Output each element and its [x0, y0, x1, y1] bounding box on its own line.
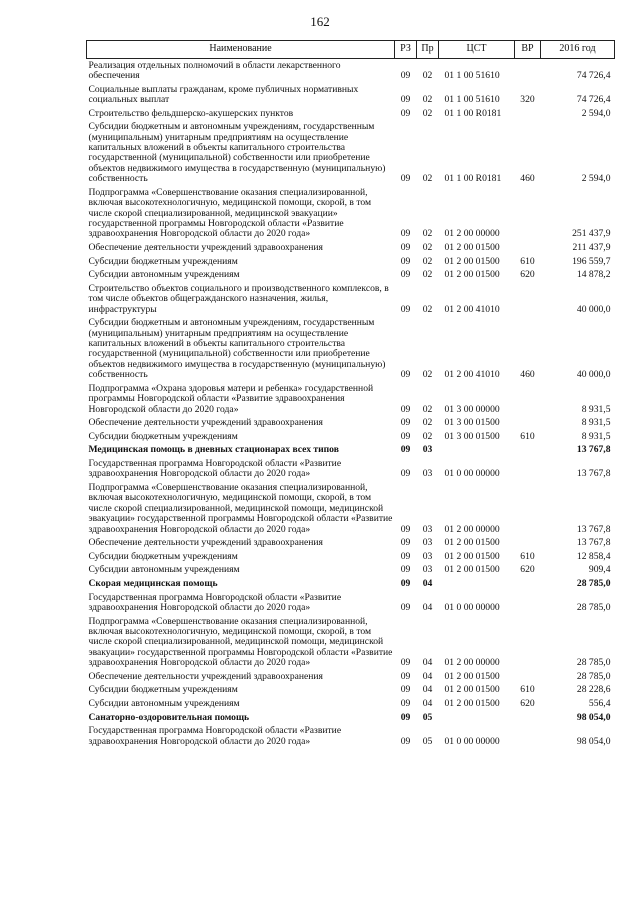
row-sum: 13 767,8 [576, 523, 611, 535]
row-sum: 40 000,0 [576, 369, 611, 381]
row-vr [515, 382, 541, 416]
row-rz: 09 [400, 303, 411, 315]
row-cst [439, 711, 515, 725]
table-row [87, 430, 615, 444]
row-name: Государственная программа Новгородской области «Развитие здравоохранения Новгородской области до 2020 года» [88, 591, 342, 614]
row-sum: 2 594,0 [581, 173, 611, 185]
row-cst: 01 2 00 01500 [444, 698, 500, 710]
row-name: Скорая медицинская помощь [88, 578, 218, 590]
row-name: Субсидии бюджетным учреждениям [88, 550, 238, 562]
row-pr: 04 [422, 602, 433, 614]
row-rz: 09 [400, 711, 411, 723]
section-row [87, 711, 615, 725]
row-vr: 620 [520, 564, 535, 576]
row-rz: 09 [400, 107, 411, 119]
row-sum: 13 767,8 [576, 468, 611, 480]
row-rz: 09 [400, 550, 411, 562]
header-cst: ЦСТ [439, 41, 515, 59]
row-cst: 01 3 00 00000 [444, 403, 500, 415]
table-row [87, 121, 615, 187]
row-vr [515, 577, 541, 591]
table-row [87, 107, 615, 121]
row-rz: 09 [400, 444, 411, 456]
row-vr: 460 [520, 369, 535, 381]
table-row [87, 186, 615, 241]
row-cst: 01 0 00 00000 [444, 735, 500, 747]
table-header [87, 41, 615, 59]
row-vr: 610 [520, 255, 535, 267]
page-number: 162 [310, 14, 330, 29]
row-rz: 09 [400, 70, 411, 81]
row-vr [515, 457, 541, 481]
row-pr: 04 [422, 657, 433, 669]
row-pr: 02 [422, 255, 433, 267]
table-row [87, 382, 615, 416]
header-vr: ВР [515, 41, 541, 59]
row-name: Подпрограмма «Совершенствование оказания специализированной, включая высокотехнологичную, медицинской помощи, скорой, в том числе скорой специализированной, медицинской помощи, медицинской эвакуации» государственной программы Новгородской области «Развитие здравоохранения Новгородской области до 2020 года» [88, 615, 393, 669]
row-rz: 09 [400, 403, 411, 415]
row-pr: 02 [422, 107, 433, 119]
row-cst: 01 2 00 41010 [444, 369, 500, 381]
row-rz: 09 [400, 468, 411, 480]
row-sum: 556,4 [588, 698, 611, 710]
row-cst: 01 3 00 01500 [444, 417, 500, 429]
row-vr: 320 [520, 94, 535, 105]
row-cst: 01 2 00 01500 [444, 537, 500, 549]
row-name: Подпрограмма «Охрана здоровья матери и ребенка» государственной программы Новгородской области «Развитие здравоохранения Новгородской области до 2020 года» [88, 382, 374, 415]
row-cst: 01 0 00 00000 [444, 602, 500, 614]
row-pr: 03 [422, 444, 433, 456]
row-pr: 02 [422, 369, 433, 381]
row-sum: 251 437,9 [572, 228, 611, 240]
row-vr [515, 241, 541, 255]
row-name: Реализация отдельных полномочий в области лекарственного обеспечения [88, 59, 341, 81]
table-row [87, 83, 615, 107]
row-vr [515, 615, 541, 670]
row-vr [515, 282, 541, 316]
row-name: Подпрограмма «Совершенствование оказания специализированной, включая высокотехнологичную, медицинской помощи, скорой, в том числе скорой специализированной, медицинской эвакуации» государственной программы Новгородской области «Развитие здравоохранения Новгородской области до 2020 года» [88, 186, 372, 240]
header-pr: Пр [417, 41, 439, 59]
table-row [87, 417, 615, 431]
row-pr: 03 [422, 564, 433, 576]
row-vr [515, 711, 541, 725]
row-pr: 02 [422, 303, 433, 315]
row-cst: 01 2 00 01500 [444, 670, 500, 682]
row-name: Строительство фельдшерско-акушерских пунктов [88, 107, 294, 119]
row-sum: 74 726,4 [576, 94, 611, 105]
row-sum: 909,4 [588, 564, 611, 576]
row-name: Государственная программа Новгородской области «Развитие здравоохранения Новгородской области до 2020 года» [88, 458, 342, 480]
row-sum: 13 767,8 [576, 537, 611, 549]
row-pr: 02 [422, 269, 433, 281]
row-sum: 12 858,4 [576, 550, 611, 562]
row-name: Санаторно-оздоровительная помощь [88, 711, 250, 723]
header-name: Наименование [87, 41, 395, 59]
section-row [87, 577, 615, 591]
row-name: Субсидии бюджетным учреждениям [88, 255, 238, 267]
row-name: Субсидии автономным учреждениям [88, 698, 240, 710]
row-vr [515, 725, 541, 749]
row-pr: 03 [422, 537, 433, 549]
header-rz: РЗ [395, 41, 417, 59]
table-row [87, 269, 615, 283]
row-sum: 8 931,5 [581, 430, 611, 442]
table-row [87, 481, 615, 536]
row-sum: 13 767,8 [576, 444, 611, 456]
row-name: Государственная программа Новгородской области «Развитие здравоохранения Новгородской области до 2020 года» [88, 725, 342, 747]
row-cst [439, 577, 515, 591]
row-vr [515, 186, 541, 241]
row-rz: 09 [400, 698, 411, 710]
row-rz: 09 [400, 173, 411, 185]
row-cst: 01 3 00 01500 [444, 430, 500, 442]
row-cst: 01 0 00 00000 [444, 468, 500, 480]
row-sum: 8 931,5 [581, 417, 611, 429]
row-pr: 04 [422, 684, 433, 696]
table-row [87, 697, 615, 711]
row-pr: 02 [422, 403, 433, 415]
row-vr: 460 [520, 173, 535, 185]
row-cst [439, 444, 515, 458]
row-vr [515, 670, 541, 684]
row-rz: 09 [400, 228, 411, 240]
row-rz: 09 [400, 564, 411, 576]
table-row [87, 670, 615, 684]
row-rz: 09 [400, 242, 411, 254]
row-name: Субсидии бюджетным учреждениям [88, 684, 238, 696]
row-sum: 40 000,0 [576, 303, 611, 315]
table-row [87, 537, 615, 551]
row-sum: 211 437,9 [572, 242, 611, 254]
row-sum: 28 228,6 [576, 684, 611, 696]
row-pr: 03 [422, 468, 433, 480]
row-cst: 01 2 00 00000 [444, 523, 500, 535]
table-row [87, 591, 615, 615]
row-vr [515, 537, 541, 551]
row-name: Субсидии бюджетным и автономным учреждениям, государственным (муниципальным) унитарным предприятиям на осуществление капитальных вложений в объекты капитального строительства государственной (муниципальной) собственности или приобретение объектов недвижимого имущества в государственную (муниципальную) собственность [88, 121, 386, 185]
row-rz: 09 [400, 523, 411, 535]
table-row [87, 550, 615, 564]
table-row [87, 241, 615, 255]
row-cst: 01 2 00 01500 [444, 242, 500, 254]
row-pr: 02 [422, 228, 433, 240]
row-vr: 620 [520, 269, 535, 281]
row-rz: 09 [400, 657, 411, 669]
row-vr [515, 107, 541, 121]
table-row [87, 59, 615, 84]
row-pr: 04 [422, 670, 433, 682]
row-pr: 05 [422, 735, 433, 747]
row-pr: 02 [422, 242, 433, 254]
row-name: Субсидии бюджетным учреждениям [88, 430, 238, 442]
row-cst: 01 1 00 51610 [444, 94, 500, 105]
row-name: Субсидии автономным учреждениям [88, 564, 240, 576]
row-pr: 02 [422, 430, 433, 442]
row-name: Социальные выплаты гражданам, кроме публичных нормативных социальных выплат [88, 83, 359, 105]
row-rz: 09 [400, 602, 411, 614]
table-row [87, 725, 615, 749]
row-vr: 620 [520, 698, 535, 710]
row-rz: 09 [400, 537, 411, 549]
row-name: Обеспечение деятельности учреждений здравоохранения [88, 537, 323, 549]
row-rz: 09 [400, 430, 411, 442]
row-cst: 01 1 00 51610 [444, 70, 500, 81]
header-year: 2016 год [541, 41, 615, 59]
table-row [87, 684, 615, 698]
row-sum: 28 785,0 [576, 602, 611, 614]
row-cst: 01 1 00 R0181 [444, 107, 502, 119]
row-vr: 610 [520, 684, 535, 696]
row-name: Субсидии автономным учреждениям [88, 269, 240, 281]
row-pr: 02 [422, 417, 433, 429]
budget-table [86, 40, 615, 749]
row-cst: 01 2 00 01500 [444, 684, 500, 696]
row-cst: 01 2 00 00000 [444, 228, 500, 240]
row-rz: 09 [400, 735, 411, 747]
row-sum: 28 785,0 [576, 657, 611, 669]
row-vr: 610 [520, 550, 535, 562]
row-cst: 01 2 00 01500 [444, 564, 500, 576]
row-rz: 09 [400, 255, 411, 267]
row-cst: 01 2 00 41010 [444, 303, 500, 315]
row-cst: 01 2 00 01500 [444, 255, 500, 267]
table-row [87, 282, 615, 316]
row-rz: 09 [400, 369, 411, 381]
row-vr [515, 444, 541, 458]
table-row [87, 255, 615, 269]
table-row [87, 457, 615, 481]
row-sum: 196 559,7 [572, 255, 611, 267]
row-pr: 03 [422, 550, 433, 562]
row-rz: 09 [400, 670, 411, 682]
row-vr [515, 59, 541, 84]
row-pr: 04 [422, 698, 433, 710]
row-name: Обеспечение деятельности учреждений здравоохранения [88, 242, 323, 254]
row-sum: 28 785,0 [576, 670, 611, 682]
row-name: Медицинская помощь в дневных стационарах всех типов [88, 444, 339, 456]
section-row [87, 444, 615, 458]
row-sum: 28 785,0 [576, 578, 611, 590]
row-rz: 09 [400, 578, 411, 590]
row-vr [515, 591, 541, 615]
row-name: Подпрограмма «Совершенствование оказания специализированной, включая высокотехнологичную, медицинской помощи, скорой, в том числе скорой специализированной, медицинской помощи, медицинской эвакуации» государственной программы Новгородской области «Развитие здравоохранения Новгородской области до 2020 года» [88, 482, 393, 535]
row-vr [515, 481, 541, 536]
row-sum: 14 878,2 [576, 269, 611, 281]
row-sum: 98 054,0 [576, 711, 611, 723]
row-rz: 09 [400, 94, 411, 105]
table-body [87, 59, 615, 749]
row-name: Субсидии бюджетным и автономным учреждениям, государственным (муниципальным) унитарным предприятиям на осуществление капитальных вложений в объекты капитального строительства государственной (муниципальной) собственности или приобретение объектов недвижимого имущества в государственную (муниципальную) собственность [88, 317, 386, 381]
table-row [87, 317, 615, 383]
table-row [87, 564, 615, 578]
row-name: Обеспечение деятельности учреждений здравоохранения [88, 417, 323, 429]
row-cst: 01 1 00 R0181 [444, 173, 502, 185]
table-row [87, 615, 615, 670]
row-pr: 02 [422, 173, 433, 185]
row-vr [515, 417, 541, 431]
row-rz: 09 [400, 269, 411, 281]
row-pr: 03 [422, 523, 433, 535]
row-vr: 610 [520, 430, 535, 442]
row-pr: 02 [422, 70, 433, 81]
row-pr: 02 [422, 94, 433, 105]
row-cst: 01 2 00 01500 [444, 550, 500, 562]
row-name: Строительство объектов социального и производственного комплексов, в том числе объектов общегражданского назначения, жилья, инфраструктуры [88, 282, 389, 315]
row-pr: 05 [422, 711, 433, 723]
row-sum: 2 594,0 [581, 107, 611, 119]
row-rz: 09 [400, 417, 411, 429]
row-cst: 01 2 00 00000 [444, 657, 500, 669]
row-name: Обеспечение деятельности учреждений здравоохранения [88, 670, 323, 682]
row-cst: 01 2 00 01500 [444, 269, 500, 281]
row-sum: 98 054,0 [576, 735, 611, 747]
row-sum: 8 931,5 [581, 403, 611, 415]
row-pr: 04 [422, 578, 433, 590]
row-sum: 74 726,4 [576, 70, 611, 81]
row-rz: 09 [400, 684, 411, 696]
